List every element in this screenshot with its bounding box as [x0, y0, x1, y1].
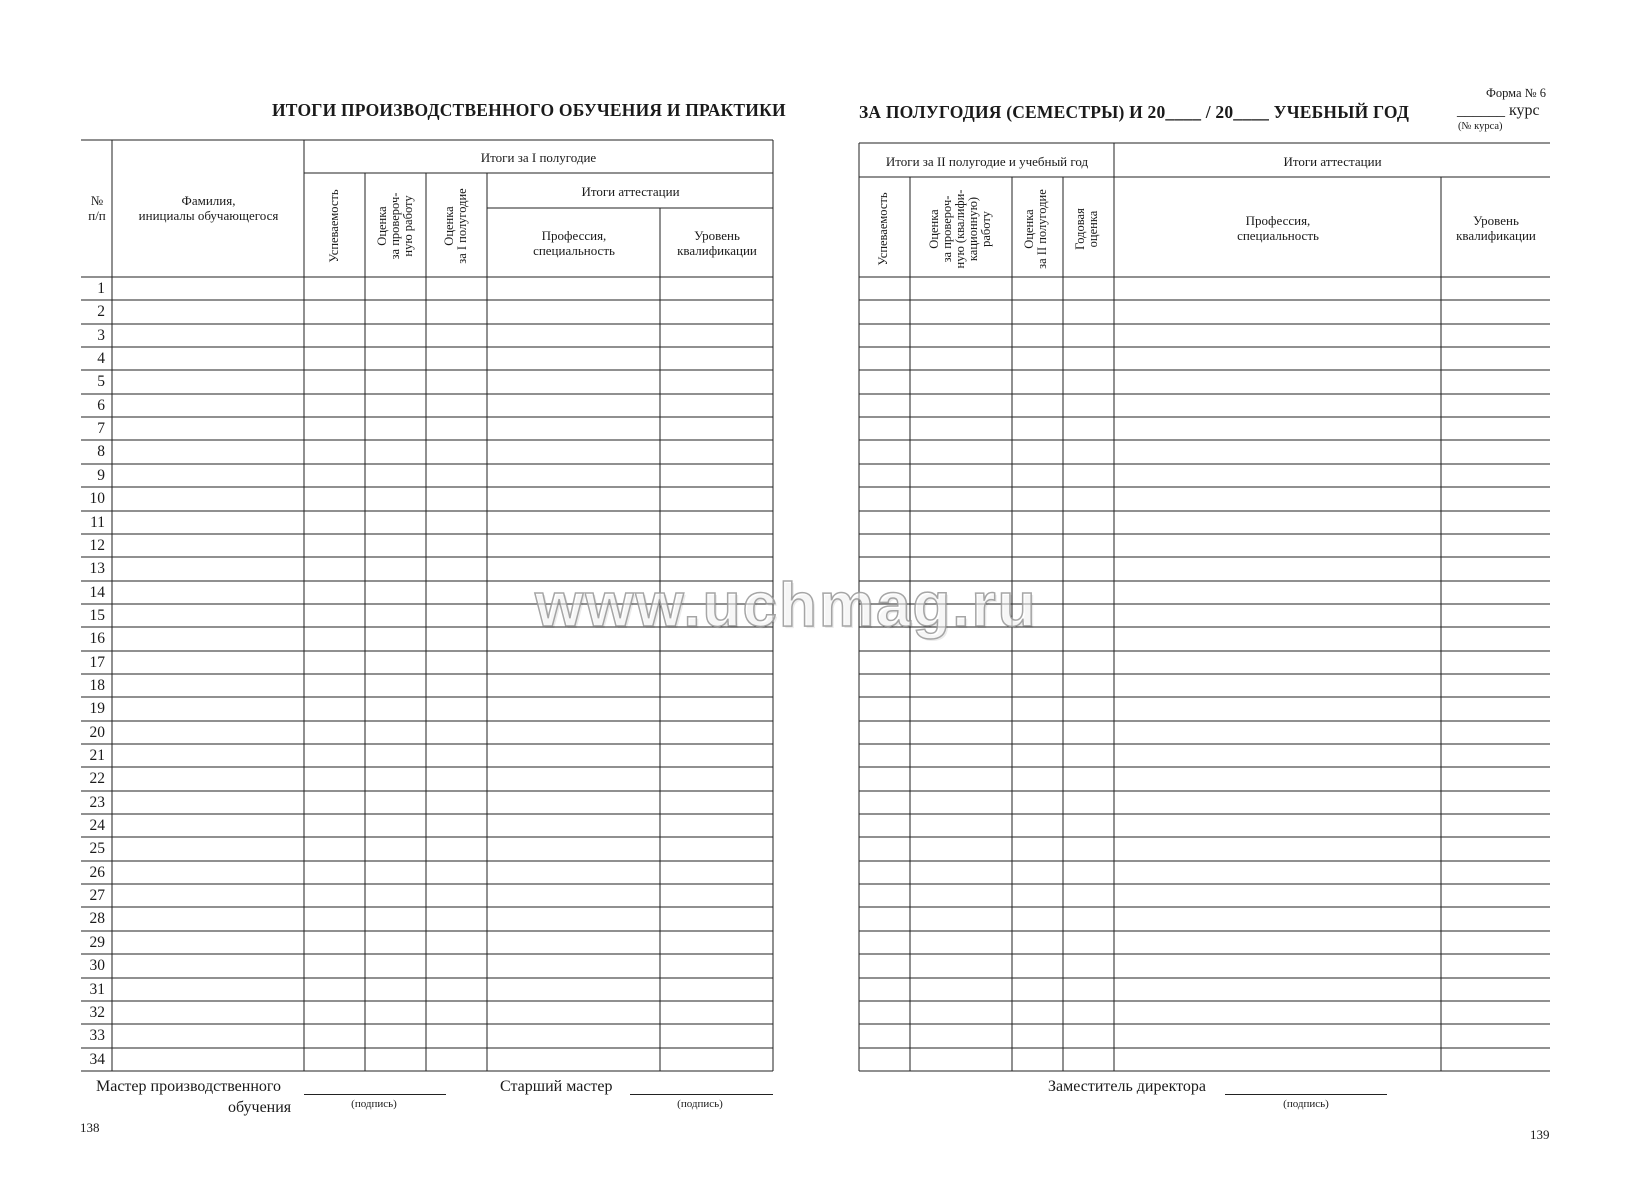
row-number: 29 — [89, 934, 105, 951]
form-label: Форма № 6 — [1486, 86, 1546, 100]
row-number: 21 — [89, 747, 105, 764]
right-page-title: ЗА ПОЛУГОДИЯ (СЕМЕСТРЫ) И 20____ / 20____ УЧЕБНЫЙ ГОД — [859, 102, 1410, 122]
right-attestation-group-header: Итоги аттестации — [1283, 154, 1382, 169]
right-col-profession-header: Профессия, специальность — [1237, 213, 1319, 243]
senior-master-signature-caption: (подпись) — [677, 1098, 723, 1110]
row-number: 33 — [89, 1027, 105, 1044]
col-num-header: № п/п — [88, 193, 106, 223]
row-number: 1 — [97, 280, 105, 297]
row-number: 28 — [89, 910, 105, 927]
row-number: 23 — [89, 794, 105, 811]
watermark: www.uchmag.ru — [535, 571, 1038, 640]
left-page-number: 138 — [80, 1120, 100, 1135]
row-number: 12 — [89, 537, 105, 554]
course-caption: (№ курса) — [1458, 121, 1503, 132]
master-label-line2: обучения — [228, 1099, 292, 1116]
row-number: 9 — [97, 467, 105, 484]
row-number: 20 — [89, 724, 105, 741]
year-grade-header: Годовая оценка — [1073, 208, 1100, 250]
row-number: 26 — [89, 864, 105, 881]
right-page-number: 139 — [1530, 1127, 1550, 1142]
col-progress-header: Успеваемость — [327, 189, 341, 263]
row-number: 31 — [89, 981, 105, 998]
row-number: 13 — [89, 560, 105, 577]
row-number: 34 — [89, 1051, 105, 1068]
row-number: 19 — [89, 700, 105, 717]
col-profession-header: Профессия, специальность — [533, 228, 615, 258]
senior-master-label: Старший мастер — [500, 1078, 613, 1095]
col-qualification-header: Уровень квалификации — [677, 228, 757, 258]
left-page-title: ИТОГИ ПРОИЗВОДСТВЕННОГО ОБУЧЕНИЯ И ПРАКТИКИ — [272, 100, 786, 120]
row-number: 25 — [89, 840, 105, 857]
row-number: 15 — [89, 607, 105, 624]
col-name-header: Фамилия, инициалы обучающегося — [138, 193, 279, 223]
row-number: 8 — [97, 443, 105, 460]
row-number: 2 — [97, 303, 105, 320]
row-number: 11 — [90, 514, 105, 531]
master-signature-caption: (подпись) — [351, 1098, 397, 1110]
senior-master-signature-line[interactable] — [630, 1093, 773, 1095]
first-half-group-header: Итоги за I полугодие — [480, 150, 597, 165]
row-number: 27 — [89, 887, 105, 904]
row-number: 3 — [97, 327, 105, 344]
row-number: 30 — [89, 957, 105, 974]
master-label: Мастер производственного — [96, 1078, 282, 1095]
deputy-signature-caption: (подпись) — [1283, 1098, 1329, 1110]
row-number: 4 — [97, 350, 105, 367]
right-col-qualification-header: Уровень квалификации — [1456, 213, 1536, 243]
row-number: 14 — [89, 584, 105, 601]
course-label: ______ курс — [1457, 102, 1540, 119]
second-half-group-header: Итоги за II полугодие и учебный год — [885, 154, 1089, 169]
master-signature-line[interactable] — [304, 1093, 446, 1095]
right-col-progress-header: Успеваемость — [876, 192, 890, 266]
row-number: 7 — [97, 420, 105, 437]
col-test-grade-header: Оценка за провероч- ную работу — [375, 192, 415, 260]
row-number: 18 — [89, 677, 105, 694]
col-half-grade-header: Оценка за I полугодие — [442, 188, 469, 264]
row-number: 24 — [89, 817, 105, 834]
row-number: 5 — [97, 373, 105, 390]
right-col-test-grade-header: Оценка за провероч- ную (квалифи- кационную) работу — [927, 189, 993, 269]
attestation-group-header: Итоги аттестации — [581, 184, 680, 199]
row-number: 10 — [89, 490, 105, 507]
row-number: 17 — [89, 654, 105, 671]
right-col-half-grade-header: Оценка за II полугодие — [1022, 189, 1049, 269]
deputy-director-label: Заместитель директора — [1048, 1078, 1207, 1095]
deputy-signature-line[interactable] — [1225, 1093, 1387, 1095]
row-number: 32 — [89, 1004, 105, 1021]
row-number: 6 — [97, 397, 105, 414]
row-number: 22 — [89, 770, 105, 787]
row-number: 16 — [89, 630, 105, 647]
